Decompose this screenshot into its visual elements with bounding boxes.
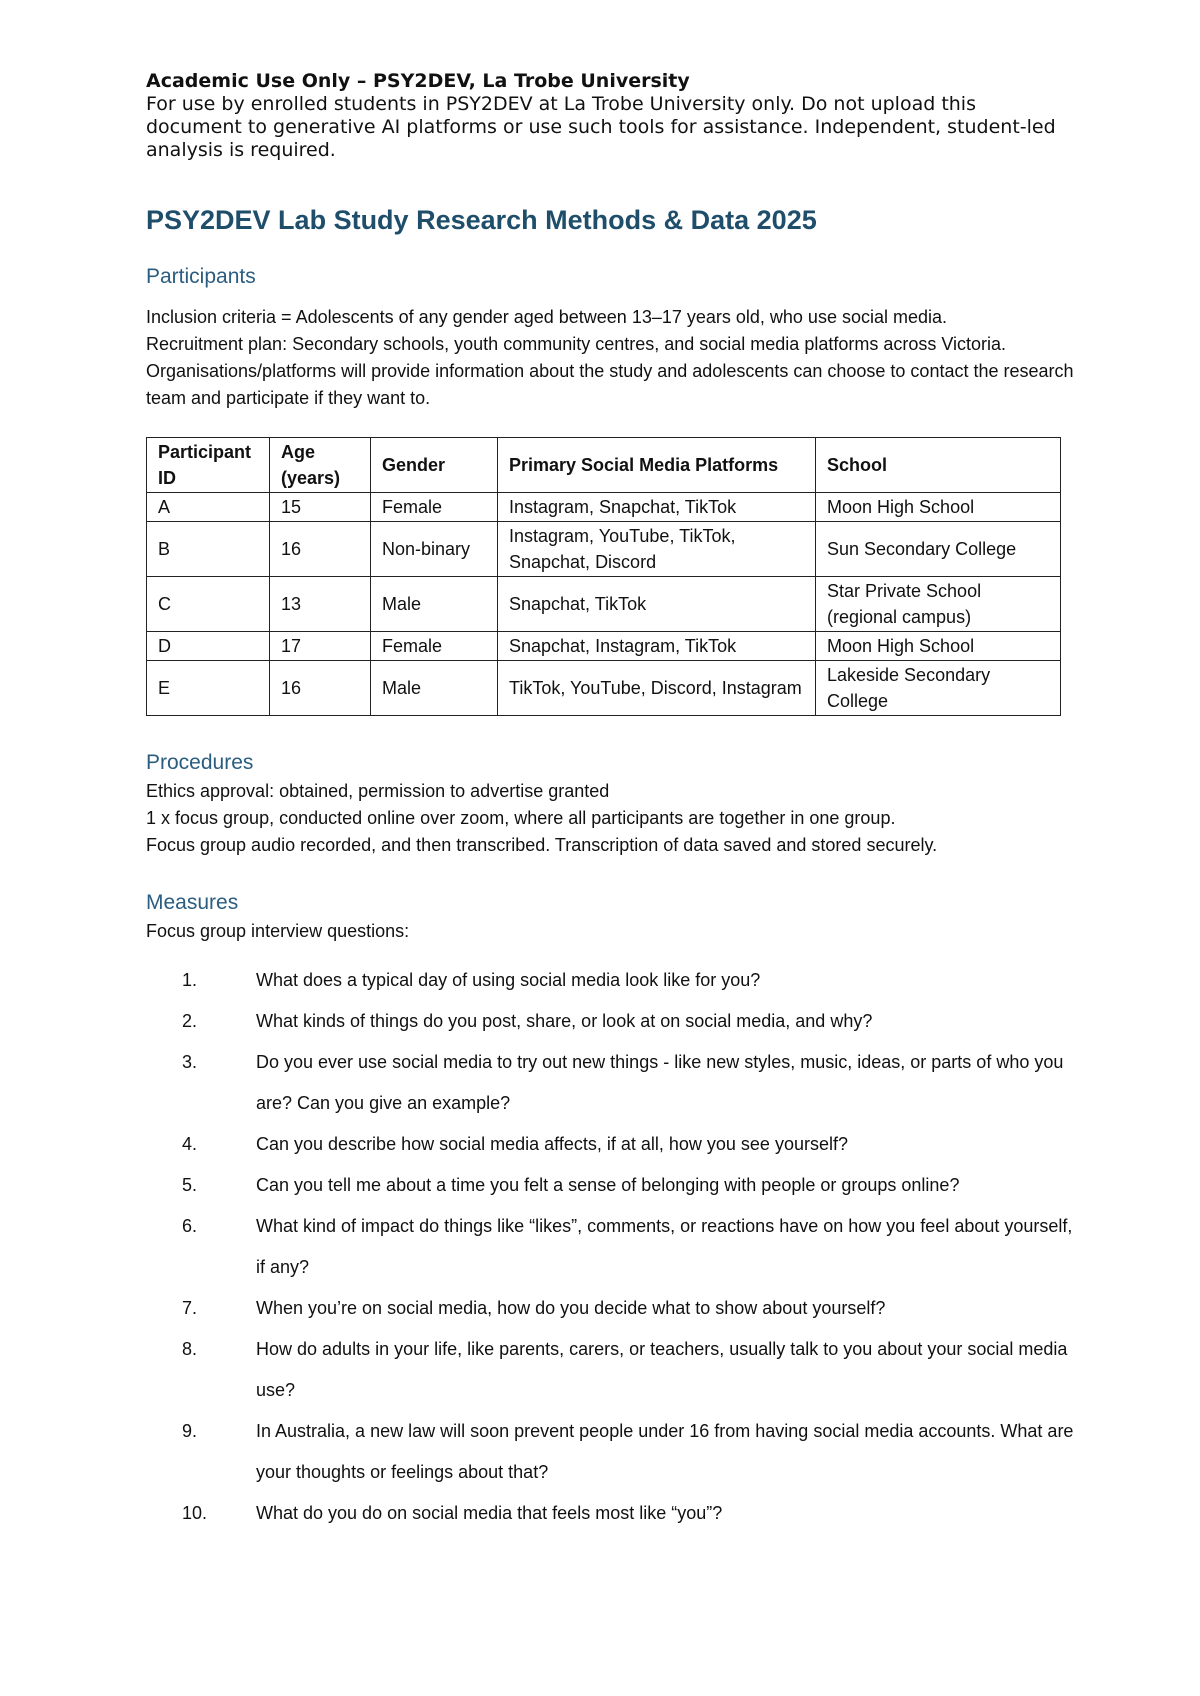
header-school: School <box>816 438 1061 493</box>
cell-school: Sun Secondary College <box>816 522 1061 577</box>
cell-platforms: Snapchat, Instagram, TikTok <box>498 632 816 661</box>
disclaimer-title: Academic Use Only – PSY2DEV, La Trobe University <box>146 70 690 92</box>
recruitment-plan: Recruitment plan: Secondary schools, youth community centres, and social media platforms across Victoria. Organisations/platforms will provide information about the study and adolescents can choose to contact the research team and participate if they want to. <box>146 334 1074 408</box>
cell-participant-id: A <box>147 493 270 522</box>
cell-school: Star Private School (regional campus) <box>816 577 1061 632</box>
cell-age: 16 <box>270 661 371 716</box>
cell-age: 16 <box>270 522 371 577</box>
list-item <box>146 1165 1076 1206</box>
question-text: Do you ever use social media to try out new things - like new styles, music, ideas, or parts of who you are? Can you give an example? <box>256 1052 1064 1113</box>
question-number: 1. <box>182 970 198 990</box>
cell-platforms: Snapchat, TikTok <box>498 577 816 632</box>
question-text: How do adults in your life, like parents, carers, or teachers, usually talk to you about your social media use? <box>256 1339 1068 1400</box>
list-item <box>146 1493 1076 1534</box>
header-age: Age (years) <box>270 438 371 493</box>
procedures-description <box>146 778 1076 859</box>
cell-gender: Female <box>371 632 498 661</box>
cell-age: 13 <box>270 577 371 632</box>
table-row <box>147 577 1061 632</box>
disclaimer-body: For use by enrolled students in PSY2DEV at La Trobe University only. Do not upload this document to generative AI platforms or use such tools for assistance. Independent, student-led analysis is required. <box>146 93 1056 161</box>
question-number: 7. <box>182 1298 198 1318</box>
cell-platforms: TikTok, YouTube, Discord, Instagram <box>498 661 816 716</box>
list-item <box>146 1411 1076 1493</box>
list-item <box>146 1042 1076 1124</box>
question-number: 5. <box>182 1175 198 1195</box>
participants-description <box>146 304 1076 412</box>
cell-participant-id: E <box>147 661 270 716</box>
cell-gender: Male <box>371 661 498 716</box>
question-number: 10. <box>182 1503 208 1523</box>
header-gender: Gender <box>371 438 498 493</box>
question-text: What do you do on social media that feels most like “you”? <box>256 1503 723 1523</box>
list-item <box>146 1329 1076 1411</box>
procedure-line: Ethics approval: obtained, permission to advertise granted <box>146 781 610 801</box>
question-text: Can you tell me about a time you felt a sense of belonging with people or groups online? <box>256 1175 960 1195</box>
academic-use-disclaimer <box>146 70 1076 162</box>
list-item <box>146 1206 1076 1288</box>
question-text: What kinds of things do you post, share, or look at on social media, and why? <box>256 1011 873 1031</box>
list-item <box>146 960 1076 1001</box>
cell-age: 15 <box>270 493 371 522</box>
question-number: 4. <box>182 1134 198 1154</box>
question-number: 9. <box>182 1421 198 1441</box>
question-text: In Australia, a new law will soon prevent people under 16 from having social media accounts. What are your thoughts or feelings about that? <box>256 1421 1074 1482</box>
procedures-heading: Procedures <box>146 751 254 774</box>
measures-intro: Focus group interview questions: <box>146 921 410 941</box>
table-row <box>147 661 1061 716</box>
question-number: 3. <box>182 1052 198 1072</box>
participants-heading: Participants <box>146 265 256 288</box>
cell-participant-id: C <box>147 577 270 632</box>
inclusion-criteria: Inclusion criteria = Adolescents of any gender aged between 13–17 years old, who use social media. <box>146 307 947 327</box>
cell-school: Lakeside Secondary College <box>816 661 1061 716</box>
question-number: 2. <box>182 1011 198 1031</box>
header-platforms: Primary Social Media Platforms <box>498 438 816 493</box>
question-text: Can you describe how social media affects, if at all, how you see yourself? <box>256 1134 848 1154</box>
cell-participant-id: B <box>147 522 270 577</box>
cell-platforms: Instagram, Snapchat, TikTok <box>498 493 816 522</box>
table-header-row <box>147 438 1061 493</box>
question-text: What kind of impact do things like “likes”, comments, or reactions have on how you feel about yourself, if any? <box>256 1216 1073 1277</box>
cell-school: Moon High School <box>816 493 1061 522</box>
measures-heading: Measures <box>146 891 239 914</box>
cell-gender: Male <box>371 577 498 632</box>
table-row <box>147 632 1061 661</box>
table-row <box>147 522 1061 577</box>
list-item <box>146 1288 1076 1329</box>
document-title: PSY2DEV Lab Study Research Methods & Data 2025 <box>146 205 817 235</box>
cell-gender: Female <box>371 493 498 522</box>
cell-age: 17 <box>270 632 371 661</box>
participants-table <box>146 437 1061 716</box>
procedure-line: Focus group audio recorded, and then transcribed. Transcription of data saved and stored securely. <box>146 835 938 855</box>
header-participant-id: Participant ID <box>147 438 270 493</box>
question-number: 8. <box>182 1339 198 1359</box>
question-number: 6. <box>182 1216 198 1236</box>
list-item <box>146 1001 1076 1042</box>
question-text: When you’re on social media, how do you decide what to show about yourself? <box>256 1298 886 1318</box>
list-item <box>146 1124 1076 1165</box>
cell-platforms: Instagram, YouTube, TikTok, Snapchat, Discord <box>498 522 816 577</box>
table-row <box>147 493 1061 522</box>
procedure-line: 1 x focus group, conducted online over zoom, where all participants are together in one group. <box>146 808 896 828</box>
cell-gender: Non-binary <box>371 522 498 577</box>
interview-questions-list <box>146 960 1076 1534</box>
cell-school: Moon High School <box>816 632 1061 661</box>
cell-participant-id: D <box>147 632 270 661</box>
question-text: What does a typical day of using social media look like for you? <box>256 970 761 990</box>
